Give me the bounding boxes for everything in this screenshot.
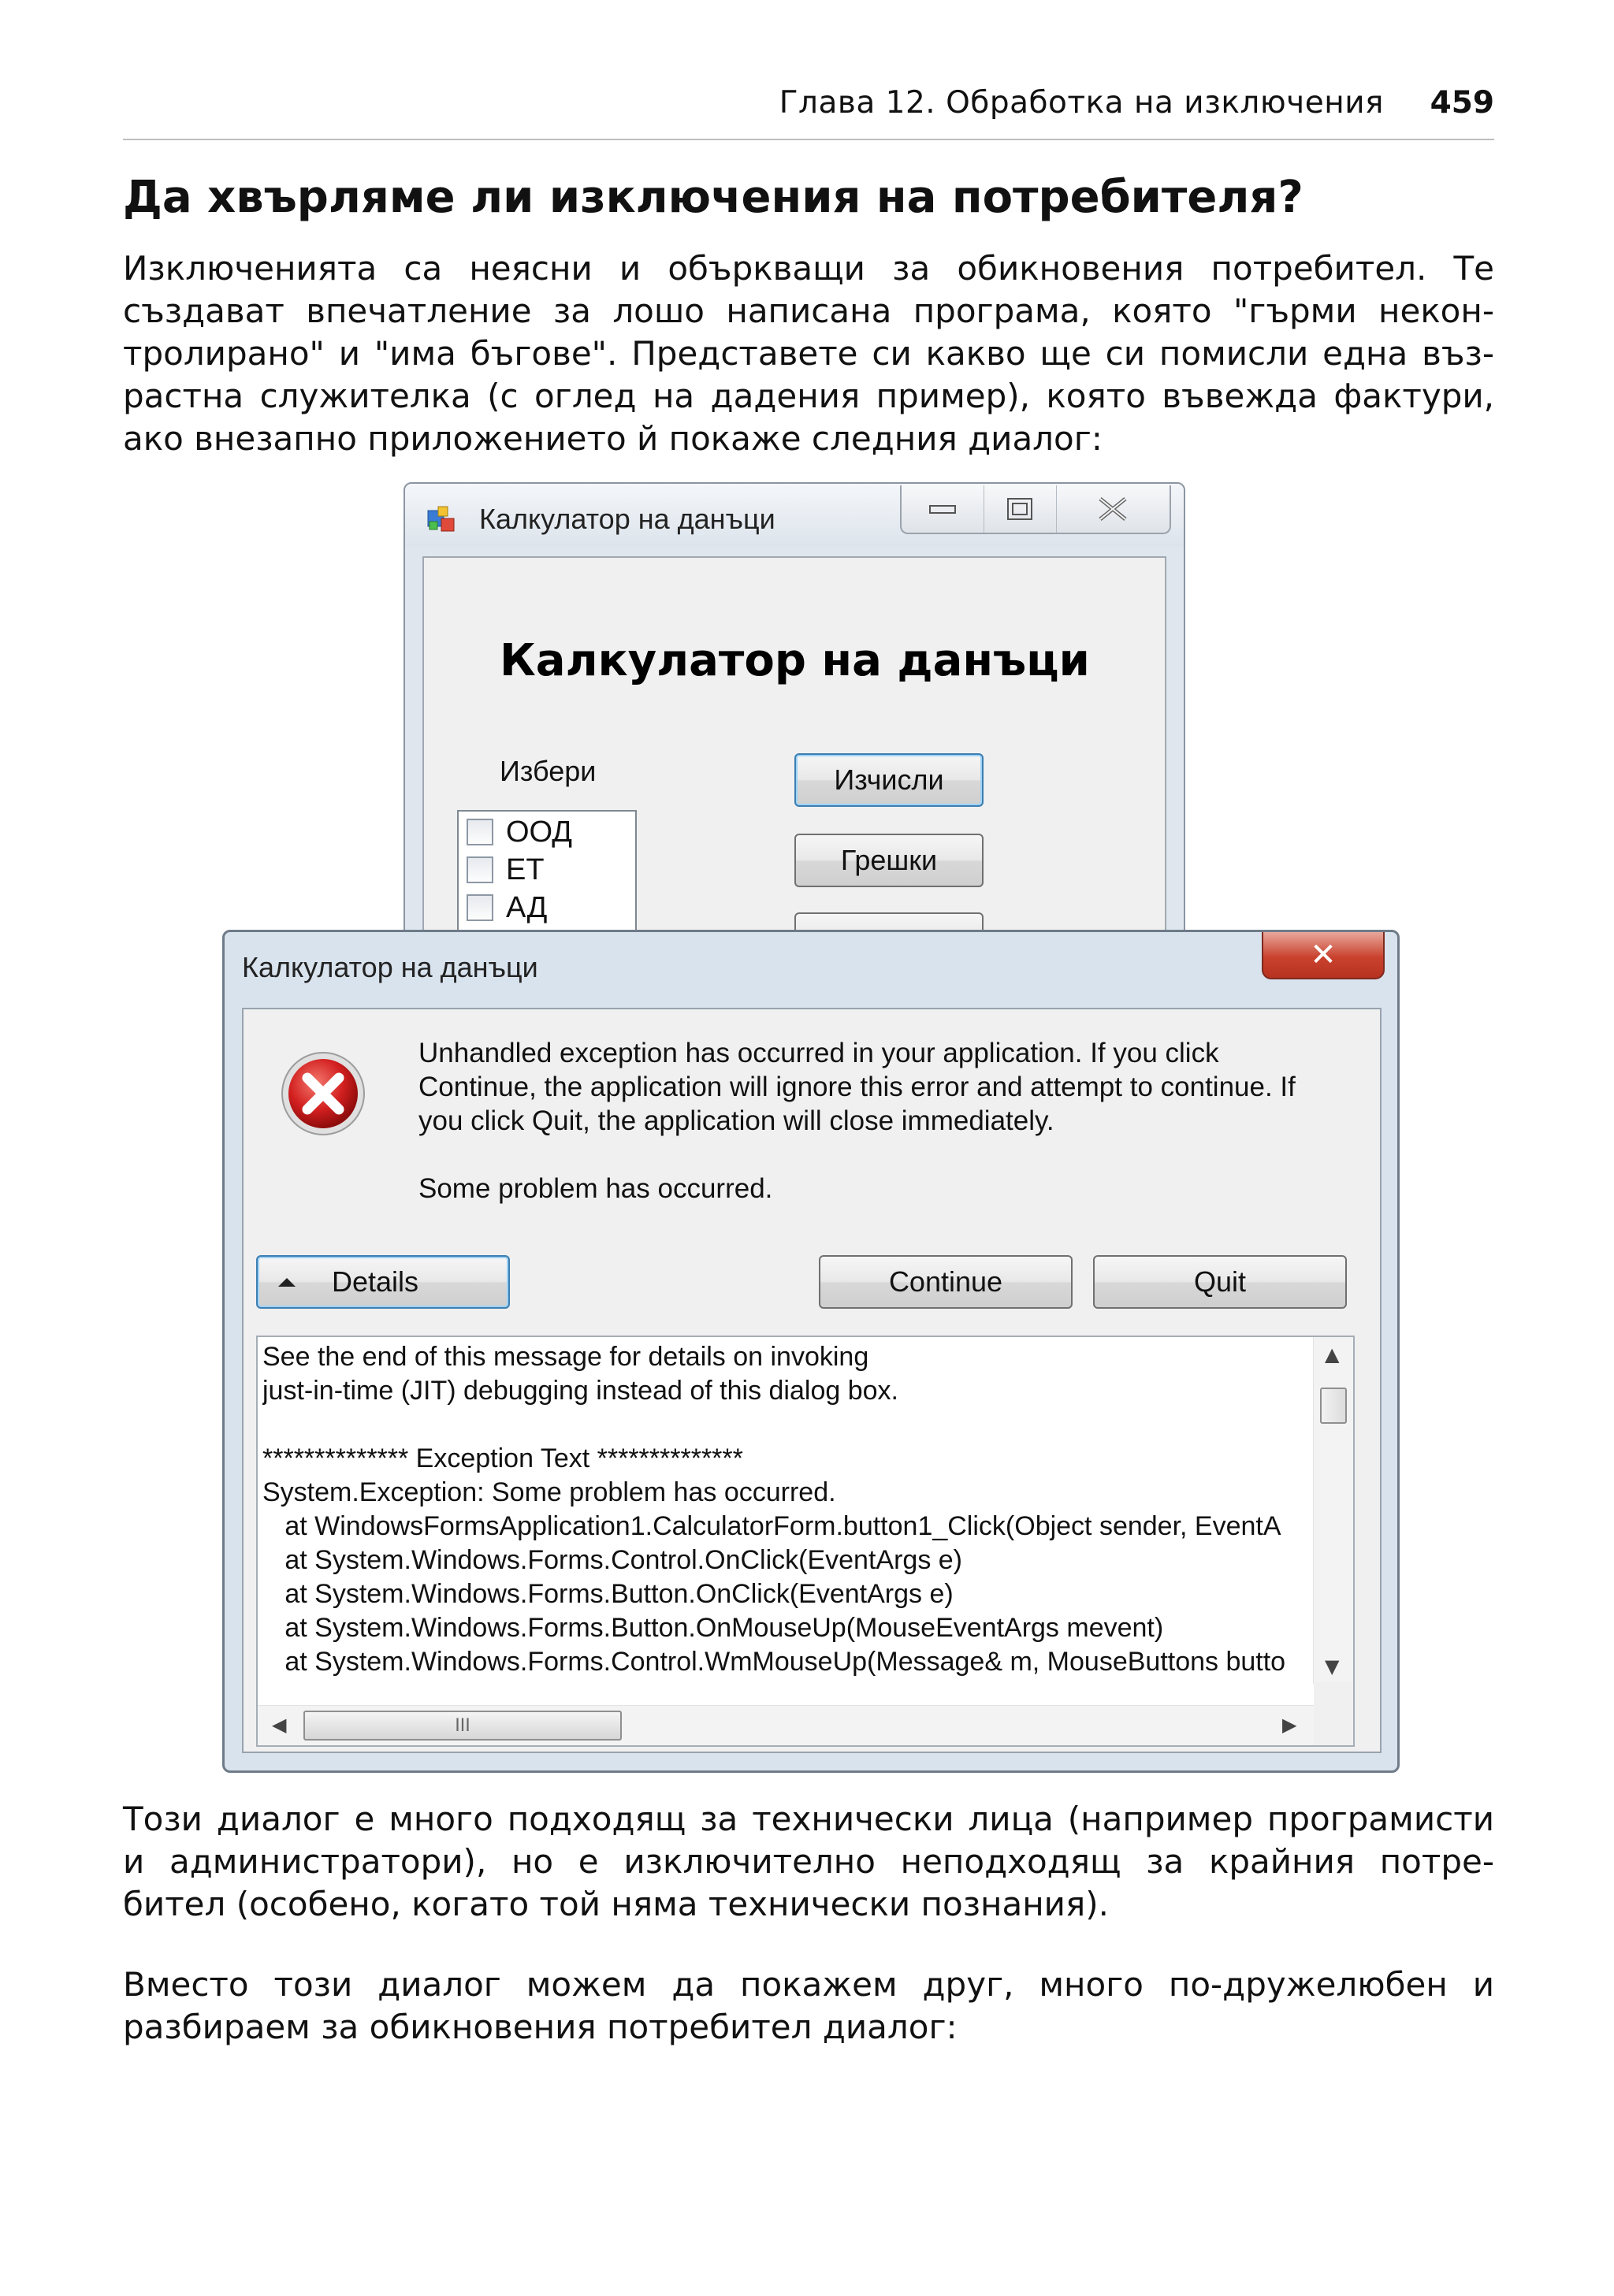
exception-dialog (222, 930, 1400, 1773)
errors-button[interactable]: Грешки (794, 834, 984, 887)
text-line: тролирано" и "има бъгове". Представете си какво ще си помисли една въз- (123, 334, 1494, 373)
option-label: ООД (506, 815, 573, 849)
dialog-title: Калкулатор на данъци (242, 951, 538, 983)
scroll-corner (1314, 1682, 1353, 1745)
running-header (123, 85, 1494, 123)
details-line: at System.Windows.Forms.Control.WmMouseUp(Message& m, MouseButtons butto (262, 1647, 1286, 1677)
details-line: See the end of this message for details on invoking (262, 1342, 869, 1372)
option-et[interactable] (467, 853, 545, 887)
text-line: Този диалог е много подходящ за технически лица (например програмисти (123, 1800, 1494, 1838)
paragraph-after-dialog (123, 1798, 1494, 1926)
scroll-left-icon[interactable]: ◀ (272, 1714, 287, 1736)
caption-buttons (900, 485, 1171, 534)
details-line: just-in-time (JIT) debugging instead of this dialog box. (262, 1376, 898, 1406)
text-line: Изключенията са неясни и объркващи за обикновения потребител. Те (123, 249, 1494, 288)
section-heading: Да хвърляме ли изключения на потребителя? (123, 172, 1303, 223)
problem-line: Some problem has occurred. (418, 1173, 773, 1204)
grip-marks: III (455, 1715, 470, 1736)
option-label: ЕТ (506, 853, 545, 886)
details-line: System.Exception: Some problem has occurred. (262, 1477, 836, 1507)
text-line: и администратори), но е изключително неподходящ за крайния потре- (123, 1842, 1494, 1881)
app-icon (427, 506, 456, 533)
continue-button[interactable]: Continue (819, 1255, 1073, 1309)
details-line: ************** Exception Text ************** (262, 1443, 743, 1473)
calculator-heading: Калкулатор на данъци (500, 635, 1090, 686)
text-line: бител (особено, когато той няма технически познания). (123, 1885, 1109, 1923)
details-line: at System.Windows.Forms.Control.OnClick(EventArgs e) (262, 1545, 963, 1575)
calculator-window-title: Калкулатор на данъци (479, 503, 775, 535)
paragraph-intro (123, 247, 1494, 460)
maximize-icon (1006, 497, 1033, 521)
checkbox[interactable] (467, 819, 493, 845)
error-icon (280, 1050, 366, 1137)
maximize-button[interactable] (984, 485, 1057, 533)
vertical-scrollbar[interactable] (1313, 1337, 1353, 1684)
calculator-window (404, 482, 1185, 958)
dialog-close-button[interactable] (1262, 932, 1385, 979)
paragraph-alternative (123, 1963, 1494, 2049)
minimize-button[interactable] (902, 485, 984, 533)
details-line: at System.Windows.Forms.Button.OnMouseUp(MouseEventArgs mevent) (262, 1613, 1164, 1643)
details-button[interactable] (256, 1255, 510, 1309)
vertical-scroll-thumb[interactable] (1320, 1388, 1347, 1424)
option-ood[interactable] (467, 815, 572, 849)
message-line: Unhandled exception has occurred in your application. If you click (418, 1038, 1219, 1068)
message-line: you click Quit, the application will close immediately. (418, 1105, 1054, 1136)
text-line: разбираем за обикновения потребител диалог: (123, 2008, 958, 2046)
details-line (262, 1408, 1303, 1442)
details-content (262, 1340, 1303, 1679)
scroll-up-icon[interactable]: ▲ (1325, 1343, 1340, 1365)
compute-button[interactable]: Изчисли (794, 753, 984, 807)
minimize-icon (929, 503, 956, 515)
option-label: АД (506, 890, 548, 924)
details-label: Details (332, 1265, 419, 1298)
dialog-body (242, 1008, 1382, 1753)
close-icon (1097, 496, 1129, 522)
triangle-up-icon (277, 1276, 297, 1288)
close-button[interactable] (1056, 485, 1170, 533)
details-line: at System.Windows.Forms.Button.OnClick(EventArgs e) (262, 1579, 954, 1609)
close-icon: ✕ (1310, 937, 1337, 973)
text-line: ако внезапно приложението й покаже следния диалог: (123, 419, 1103, 458)
chapter-title: Глава 12. Обработка на изключения (779, 85, 1384, 121)
calculator-client-area (422, 556, 1166, 958)
text-line: създават впечатление за лошо написана програма, която "гърми некон- (123, 292, 1494, 330)
page-number: 459 (1430, 85, 1494, 121)
quit-button[interactable]: Quit (1093, 1255, 1347, 1309)
message-line: Continue, the application will ignore this error and attempt to continue. If (418, 1072, 1296, 1102)
choose-label: Избери (500, 755, 597, 787)
checkbox[interactable] (467, 856, 493, 883)
error-message (418, 1036, 1348, 1206)
text-line: Вместо този диалог можем да покажем друг, много по-дружелюбен и (123, 1965, 1494, 2004)
details-line: at WindowsFormsApplication1.CalculatorForm.button1_Click(Object sender, EventA (262, 1511, 1281, 1541)
scroll-down-icon[interactable]: ▼ (1325, 1655, 1340, 1677)
horizontal-scrollbar[interactable] (258, 1705, 1317, 1745)
checkbox[interactable] (467, 894, 493, 921)
text-line: растна служителка (с оглед на дадения пример), която въвежда фактури, (123, 377, 1494, 415)
option-ad[interactable] (467, 890, 547, 925)
scroll-right-icon[interactable]: ▶ (1282, 1714, 1297, 1736)
header-rule (123, 139, 1494, 140)
details-textbox[interactable] (256, 1336, 1355, 1747)
horizontal-scroll-thumb[interactable] (303, 1711, 622, 1741)
